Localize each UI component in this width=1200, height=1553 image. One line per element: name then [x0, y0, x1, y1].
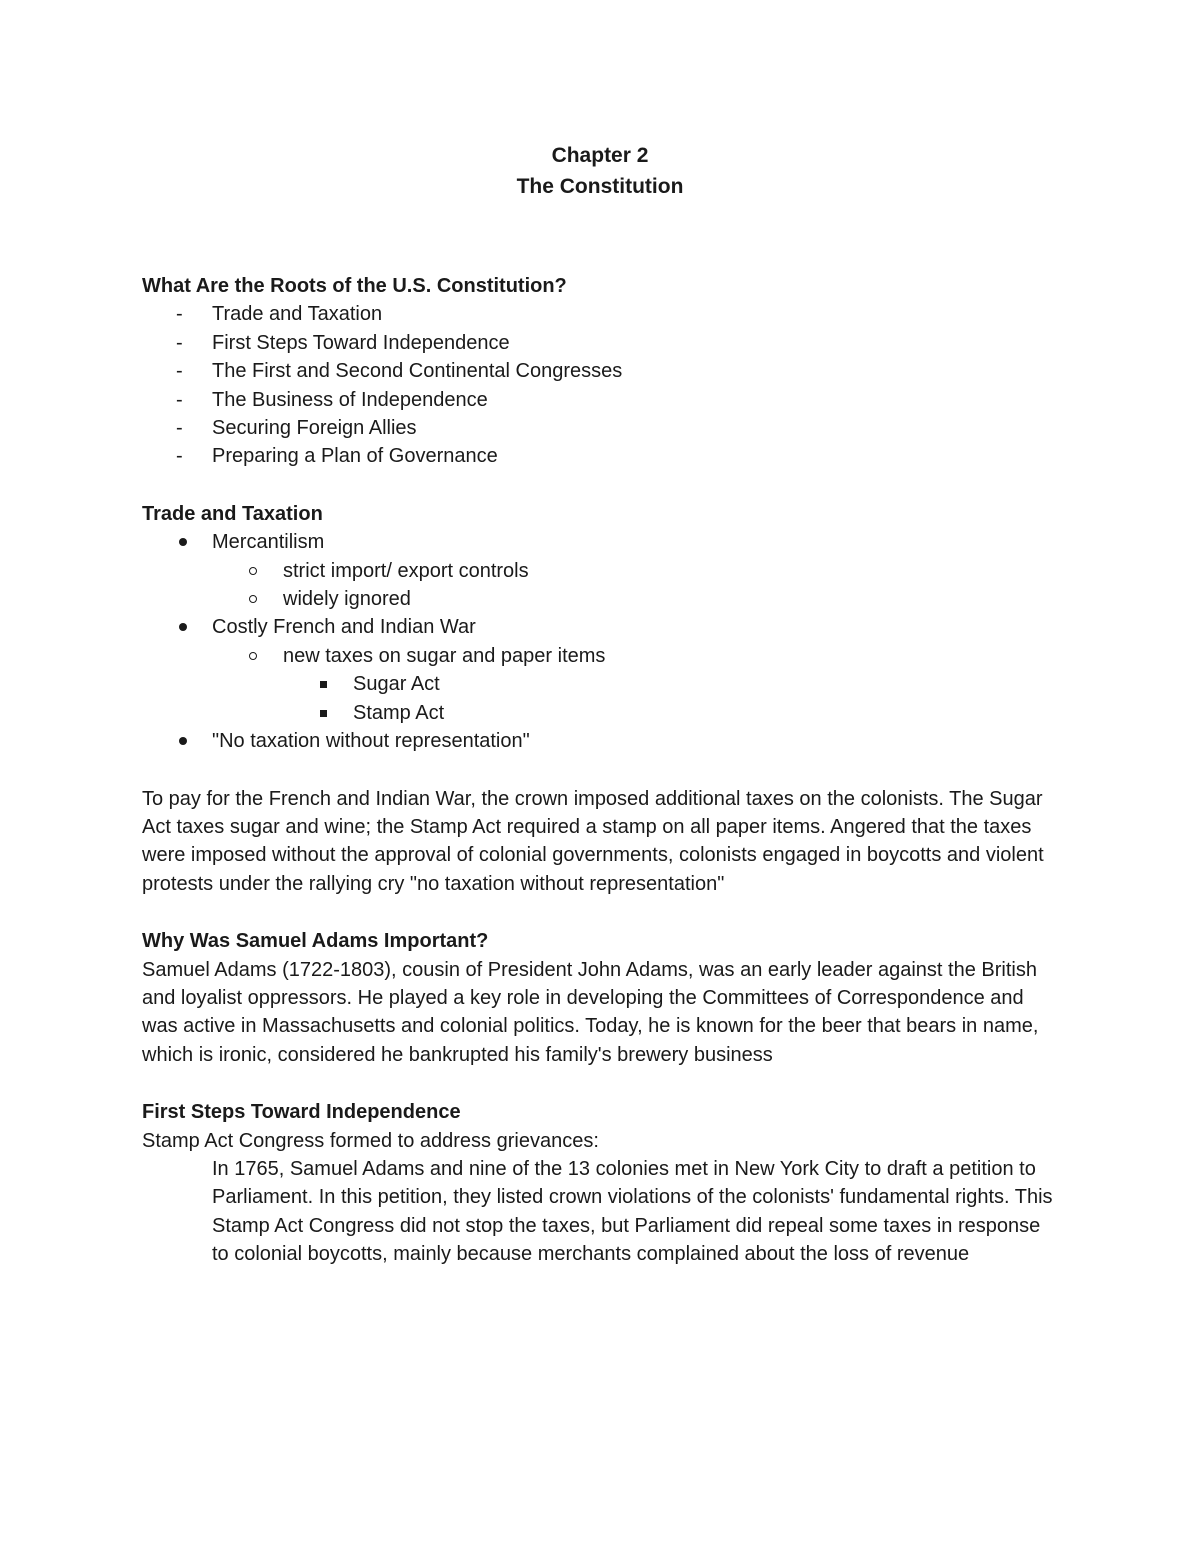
square-bullet-icon	[320, 681, 327, 688]
list-item: - Securing Foreign Allies	[142, 414, 1062, 442]
list-item: - Trade and Taxation	[142, 300, 1062, 328]
dash-marker: -	[176, 445, 183, 468]
trade-outline	[142, 528, 1062, 755]
list-item: new taxes on sugar and paper items	[142, 642, 1062, 670]
adams-heading: Why Was Samuel Adams Important?	[142, 930, 489, 953]
dash-marker: -	[176, 360, 183, 383]
first-steps-intro: Stamp Act Congress formed to address grievances:	[142, 1129, 599, 1152]
list-item: Sugar Act	[142, 670, 1062, 698]
square-bullet-icon	[320, 710, 327, 717]
bullet-icon	[179, 623, 187, 631]
list-item: widely ignored	[142, 585, 1062, 613]
spacer	[142, 898, 1062, 927]
chapter-number: Chapter 2	[551, 144, 649, 167]
first-steps-section	[142, 1098, 1062, 1268]
roots-section	[142, 272, 1062, 471]
dash-marker: -	[176, 303, 183, 326]
roots-heading: What Are the Roots of the U.S. Constitution?	[142, 275, 567, 297]
title-block	[0, 140, 1200, 202]
trade-section	[142, 500, 1062, 898]
list-item: - First Steps Toward Independence	[142, 329, 1062, 357]
chapter-title: The Constitution	[516, 175, 684, 198]
dash-marker: -	[176, 417, 183, 440]
circle-bullet-icon	[249, 652, 257, 660]
circle-bullet-icon	[249, 567, 257, 575]
list-item: Costly French and Indian War	[142, 613, 1062, 641]
trade-paragraph: To pay for the French and Indian War, the crown imposed additional taxes on the colonists. The Sugar Act taxes sugar and wine; the Stamp Act required a stamp on all paper items. Angered that the taxes were imposed without the approval of colonial governments, colonists engaged in boycotts and violent protests under the rallying cry "no taxation without representation"	[142, 787, 1044, 895]
bullet-icon	[179, 538, 187, 546]
bullet-icon	[179, 737, 187, 745]
list-item: "No taxation without representation"	[142, 727, 1062, 755]
list-item: - The Business of Independence	[142, 386, 1062, 414]
spacer	[142, 202, 1062, 272]
list-item: - The First and Second Continental Congresses	[142, 357, 1062, 385]
dash-marker: -	[176, 388, 183, 411]
circle-bullet-icon	[249, 595, 257, 603]
adams-section	[142, 927, 1062, 1069]
roots-list	[142, 300, 1062, 470]
spacer	[142, 756, 1062, 785]
document-page	[142, 140, 1062, 1269]
trade-heading: Trade and Taxation	[142, 502, 323, 525]
adams-paragraph: Samuel Adams (1722-1803), cousin of President John Adams, was an early leader against the British and loyalist oppressors. He played a key role in developing the Committees of Correspondence and was active in Massachusetts and colonial politics. Today, he is known for the beer that bears in name, which is ironic, considered he bankrupted his family's brewery business	[142, 958, 1039, 1066]
list-item: Mercantilism	[142, 528, 1062, 556]
first-steps-indented-paragraph: In 1765, Samuel Adams and nine of the 13 colonies met in New York City to draft a petition to Parliament. In this petition, they listed crown violations of the colonists' fundamental rights. This Stamp Act Congress did not stop the taxes, but Parliament did repeal some taxes in response to colonial boycotts, mainly because merchants complained about the loss of revenue	[212, 1157, 1053, 1266]
spacer	[142, 471, 1062, 500]
spacer	[142, 1069, 1062, 1098]
dash-marker: -	[176, 331, 183, 354]
first-steps-heading: First Steps Toward Independence	[142, 1101, 461, 1124]
list-item: - Preparing a Plan of Governance	[142, 442, 1062, 470]
list-item: Stamp Act	[142, 699, 1062, 727]
list-item: strict import/ export controls	[142, 557, 1062, 585]
